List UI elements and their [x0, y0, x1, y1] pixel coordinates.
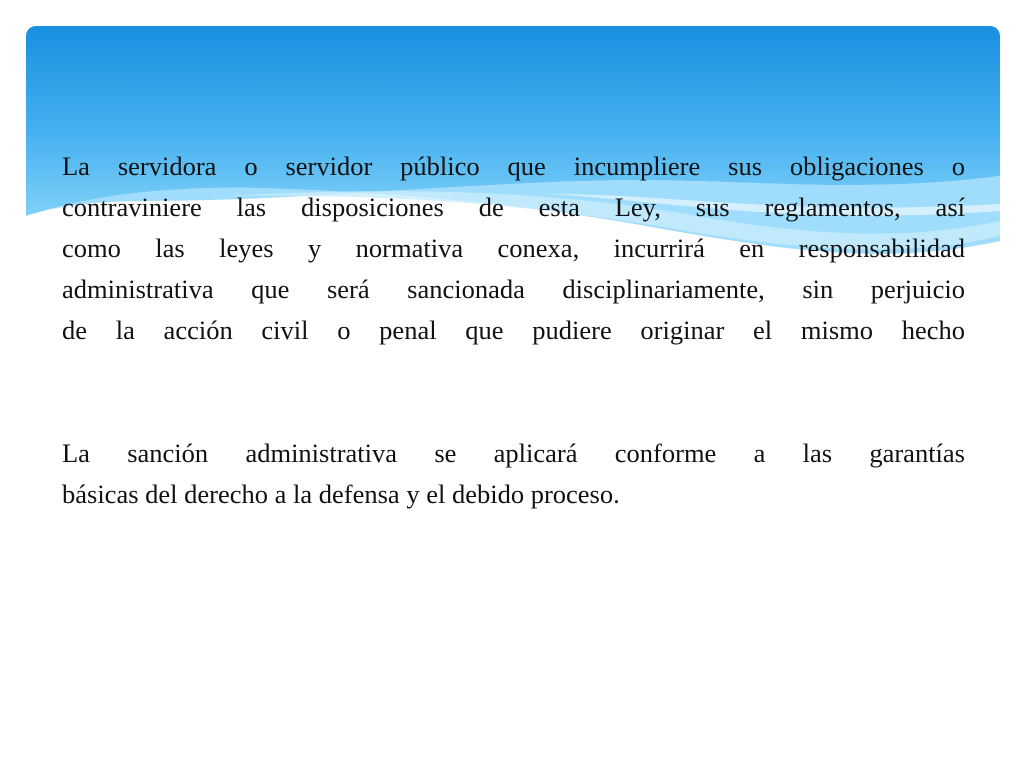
paragraph-1-line-2: contraviniere las disposiciones de esta Ley, sus reglamentos, así: [62, 192, 965, 222]
paragraph-1: [62, 146, 965, 351]
paragraph-2-line-1: La sanción administrativa se aplicará conforme a las garantías: [62, 438, 965, 468]
paragraph-1-line-4: administrativa que será sancionada disciplinariamente, sin perjuicio: [62, 274, 965, 304]
paragraph-1-line-1: La servidora o servidor público que incumpliere sus obligaciones o: [62, 151, 965, 181]
paragraph-2-line-2: básicas del derecho a la defensa y el debido proceso.: [62, 479, 620, 509]
paragraph-2: [62, 433, 965, 515]
paragraph-1-line-5: de la acción civil o penal que pudiere originar el mismo hecho: [62, 315, 965, 345]
body-text: [62, 146, 965, 515]
paragraph-1-line-3: como las leyes y normativa conexa, incurrirá en responsabilidad: [62, 233, 965, 263]
